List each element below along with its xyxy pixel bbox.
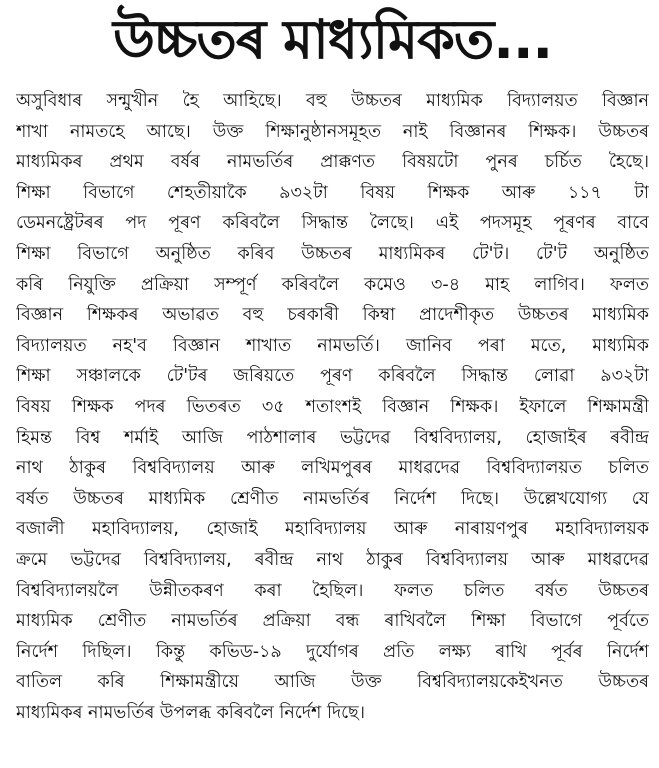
headline: উচ্চতৰ মাধ্যমিকত... [113, 8, 552, 71]
article-line: ডেমনষ্ট্ৰেটৰৰ পদ পূৰণ কৰিবলৈ সিদ্ধান্ত লৈছে। এই পদসমূহ পূৰণৰ বাবে [16, 213, 649, 234]
article-line: মাধ্যমিকৰ নামভৰ্তিৰ উপলব্ধ কৰিবলৈ নিৰ্দেশ দিছে। [16, 702, 366, 723]
article-line: বৰ্ষত উচ্চতৰ মাধ্যমিক শ্ৰেণীত নামভৰ্তিৰ নিৰ্দেশ দিছে। উল্লেখযোগ্য যে [16, 488, 649, 509]
article-line: বিদ্যালয়ত নহ'ব বিজ্ঞান শাখাত নামভৰ্তি। জানিব পৰা মতে, মাধ্যমিক [16, 335, 649, 356]
article-line: কৰি নিযুক্তি প্ৰক্ৰিয়া সম্পূৰ্ণ কৰিবলৈ কমেও ৩-৪ মাহ লাগিব। ফলত [16, 274, 649, 295]
article-line: বজালী মহাবিদ্যালয়, হোজাই মহাবিদ্যালয় আৰু নাৰায়ণপুৰ মহাবিদ্যালয়ক [16, 519, 649, 540]
article-line: অসুবিধাৰ সন্মুখীন হৈ আহিছে। বহু উচ্চতৰ মাধ্যমিক বিদ্যালয়ত বিজ্ঞান [16, 91, 649, 111]
article-line: বিষয় শিক্ষক পদৰ ভিতৰত ৩৫ শতাংশই বিজ্ঞান শিক্ষক। ইফালে শিক্ষামন্ত্ৰী [16, 396, 649, 417]
article-line: হিমন্ত বিশ্ব শৰ্মাই আজি পাঠশালাৰ ভট্টদেৱ বিশ্ববিদ্যালয়, হোজাইৰ ৰবীন্দ্ৰ [16, 427, 649, 448]
article-line: শিক্ষা বিভাগে অনুষ্ঠিত কৰিব উচ্চতৰ মাধ্যমিকৰ টে'ট। টে'ট অনুষ্ঠিত [16, 243, 649, 264]
article-line: নিৰ্দেশ দিছিল। কিন্তু কভিড-১৯ দুৰ্যোগৰ প্ৰতি লক্ষ্য ৰাখি পূৰ্বৰ নিৰ্দেশ [16, 641, 649, 662]
article-line: শাখা নামতহে আছে। উক্ত শিক্ষানুষ্ঠানসমূহত নাই বিজ্ঞানৰ শিক্ষক। উচ্চতৰ [16, 121, 649, 142]
article-line: বিশ্ববিদ্যালয়লৈ উন্নীতকৰণ কৰা হৈছিল। ফলত চলিত বৰ্ষত উচ্চতৰ [16, 580, 649, 601]
article-line: মাধ্যমিকৰ প্ৰথম বৰ্ষৰ নামভৰ্তিৰ প্ৰাক্কণত বিষয়টো পুনৰ চৰ্চিত হৈছে। [16, 152, 649, 173]
article-body [16, 86, 649, 728]
article-line: বাতিল কৰি শিক্ষামন্ত্ৰীয়ে আজি উক্ত বিশ্ববিদ্যালয়কেইখনত উচ্চতৰ [16, 672, 649, 693]
article-line: শিক্ষা সঞ্চালকে টে'টৰ জৰিয়তে পূৰণ কৰিবলৈ সিদ্ধান্ত লোৱা ৯৩২টা [16, 366, 649, 387]
article-line: নাথ ঠাকুৰ বিশ্ববিদ্যালয় আৰু লখিমপুৰৰ মাধৱদেৱ বিশ্ববিদ্যালয়ত চলিত [16, 458, 649, 479]
article-line: ক্ৰমে ভট্টদেৱ বিশ্ববিদ্যালয়, ৰবীন্দ্ৰ নাথ ঠাকুৰ বিশ্ববিদ্যালয় আৰু মাধৱদেৱ [16, 549, 649, 570]
article-line: মাধ্যমিক শ্ৰেণীত নামভৰ্তিৰ প্ৰক্ৰিয়া বন্ধ ৰাখিবলৈ শিক্ষা বিভাগে পূৰ্বতে [16, 611, 649, 632]
article-line: বিজ্ঞান শিক্ষকৰ অভাৱত বহু চৰকাৰী কিম্বা প্ৰাদেশীকৃত উচ্চতৰ মাধ্যমিক [16, 305, 649, 326]
article-line: শিক্ষা বিভাগে শেহতীয়াকৈ ৯৩২টা বিষয় শিক্ষক আৰু ১১৭ টা [16, 182, 649, 203]
